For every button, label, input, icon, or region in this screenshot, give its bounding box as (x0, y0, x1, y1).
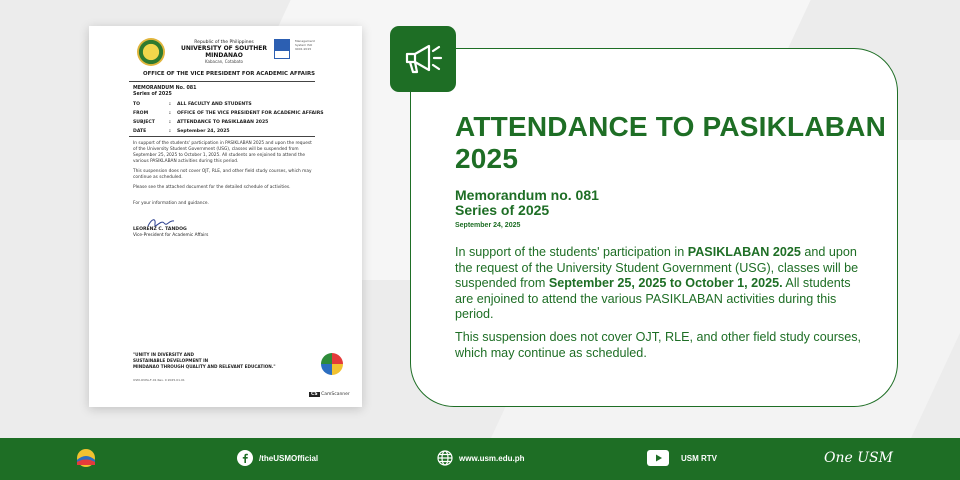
bagong-pilipinas-logo-icon (321, 353, 343, 375)
memo-paragraph: For your information and guidance. (133, 201, 209, 206)
divider (129, 81, 315, 82)
iso-certification-icon (274, 39, 290, 59)
memo-form-number: USM-OVPA-F-01 Rev. 0 2025.01.01 (133, 378, 185, 382)
divider (129, 136, 315, 137)
facebook-link[interactable] (237, 450, 318, 466)
memo-from-label: FROM (133, 111, 149, 116)
memo-series: Series of 2025 (133, 92, 172, 97)
colon: : (169, 102, 171, 107)
megaphone-icon (401, 39, 445, 79)
memo-paragraph: In support of the students' participation in PASIKLABAN 2025 and upon the request of the University Student Government (USG), classes will be suspended from September 25, 2025 to October 1, 2025. All students are enjoined to attend the various PASIKLABAN activities during this period. (133, 141, 312, 164)
memo-subject-row (133, 120, 268, 125)
youtube-link[interactable] (647, 450, 717, 466)
memo-date-value: September 24, 2025 (177, 129, 230, 134)
memo-from-row (133, 111, 324, 116)
memo-location: Kabacan, Cotabato (205, 59, 243, 64)
memo-republic: Republic of the Philippines (194, 40, 254, 45)
colon: : (169, 111, 171, 116)
memo-header (169, 40, 279, 64)
facebook-icon (237, 450, 253, 466)
memo-subject-label: SUBJECT (133, 120, 155, 125)
announcement-memo-number: Memorandum no. 081 (455, 187, 599, 203)
body-text: and upon the request of the University Student Government (USG), classes will be suspended from (455, 245, 859, 290)
website-label: www.usm.edu.ph (459, 453, 525, 463)
website-link[interactable] (437, 450, 524, 466)
memo-signatory: LEORENZ C. TANDOG (133, 227, 187, 232)
announcement-series: Series of 2025 (455, 202, 550, 218)
youtube-icon (647, 450, 669, 466)
body-emphasis: September 25, 2025 to October 1, 2025. (548, 276, 783, 290)
announcement-title: ATTENDANCE TO PASIKLABAN 2025 (455, 111, 887, 174)
memo-to-label: TO (133, 102, 141, 107)
body-text: All students are enjoined to attend the various PASIKLABAN activities during this period. (455, 276, 851, 321)
body-emphasis: PASIKLABAN 2025 (687, 245, 801, 259)
announcement-date: September 24, 2025 (455, 222, 521, 229)
iso-text: Management System ISO 9001:2015 (295, 39, 315, 51)
facebook-label: /theUSMOfficial (259, 453, 319, 463)
colon: : (169, 120, 171, 125)
memo-document (89, 26, 362, 407)
motto-line: SUSTAINABLE DEVELOPMENT IN (133, 358, 209, 363)
youtube-label: USM RTV (681, 453, 717, 463)
memo-from-value: OFFICE OF THE VICE PRESIDENT FOR ACADEMIC AFFAIRS (177, 111, 324, 116)
memo-date-row (133, 129, 230, 134)
camscanner-watermark (309, 392, 350, 397)
memo-paragraph: This suspension does not cover OJT, RLE, and other field study courses, which may continue as scheduled. (133, 169, 312, 180)
camscanner-label: CamScanner (321, 392, 350, 397)
memo-to-value: ALL FACULTY AND STUDENTS (177, 102, 252, 107)
megaphone-badge (390, 26, 456, 92)
footer-bar (0, 438, 960, 480)
announcement-body-2: This suspension does not cover OJT, RLE, and other field study courses, which may continue as scheduled. (455, 330, 862, 360)
university-seal-icon (137, 38, 165, 66)
one-usm-signature: One USM (824, 450, 893, 466)
colon: : (169, 129, 171, 134)
globe-icon (437, 450, 453, 466)
memo-motto (133, 352, 276, 370)
bagong-pilipinas-footer-icon (74, 446, 98, 470)
memo-to-row (133, 102, 252, 107)
body-text: In support of the students' participation in (455, 245, 688, 259)
motto-line: MINDANAO THROUGH QUALITY AND RELEVANT EDUCATION." (133, 364, 276, 369)
memo-date-label: DATE (133, 129, 147, 134)
memo-signatory-title: Vice-President for Academic Affairs (133, 233, 209, 238)
announcement-body-1 (455, 245, 865, 323)
motto-line: "UNITY IN DIVERSITY AND (133, 352, 195, 357)
memo-number: MEMORANDUM No. 081 (133, 86, 197, 91)
memo-subject-value: ATTENDANCE TO PASIKLABAN 2025 (177, 120, 269, 125)
memo-university: UNIVERSITY OF SOUTHER MINDANAO (181, 45, 267, 59)
camscanner-icon: CS (311, 392, 318, 397)
memo-paragraph: Please see the attached document for the detailed schedule of activities. (133, 185, 291, 190)
memo-office: OFFICE OF THE VICE PRESIDENT FOR ACADEMIC AFFAIRS (142, 71, 316, 77)
memo-number-block (133, 86, 196, 98)
